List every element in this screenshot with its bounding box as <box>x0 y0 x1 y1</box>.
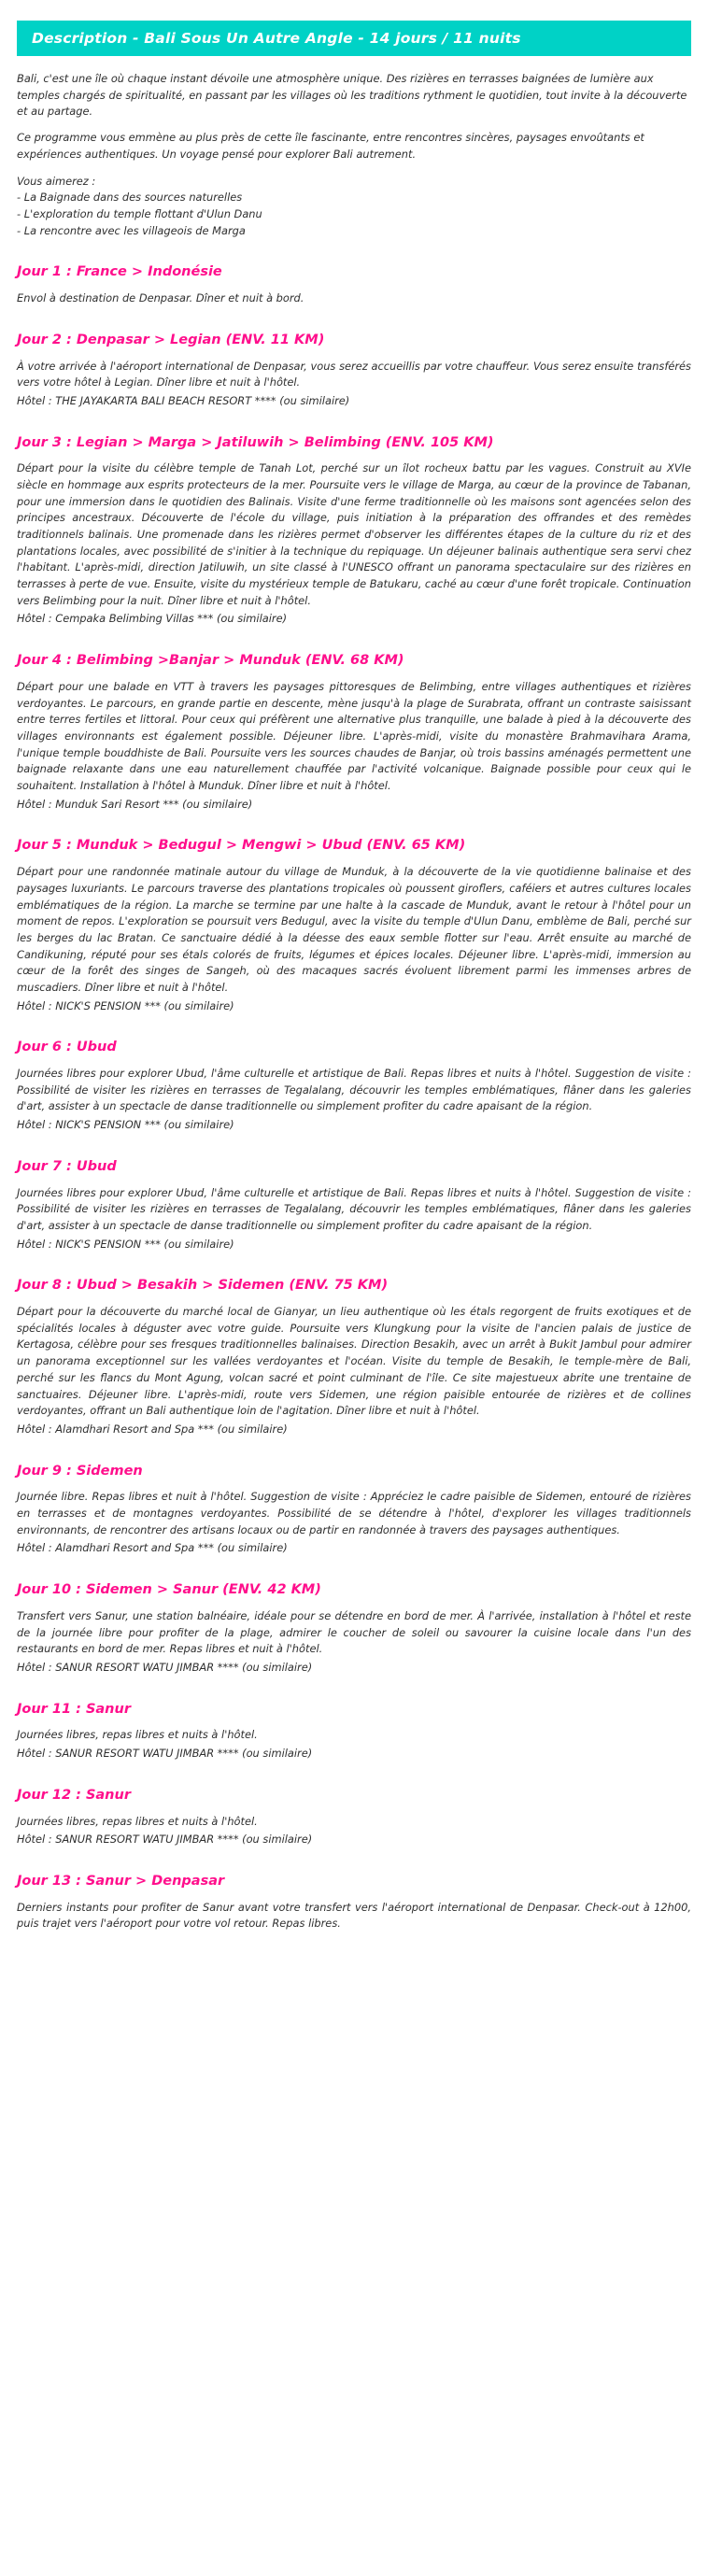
day-hotel: Hôtel : THE JAYAKARTA BALI BEACH RESORT **** (ou similaire) <box>17 393 350 407</box>
day-title: Jour 1 : France > Indonésie <box>17 264 222 280</box>
day-title: Jour 8 : Ubud > Besakih > Sidemen (ENV. 75 KM) <box>17 1278 389 1294</box>
day-title: Jour 6 : Ubud <box>17 1040 117 1055</box>
highlights-intro: Vous aimerez : <box>17 174 96 188</box>
day-title: Jour 9 : Sidemen <box>17 1463 143 1479</box>
day-paragraph: Départ pour une randonnée matinale autour du village de Munduk, à la découverte de la vie quotidienne balinaise et des paysages luxuriants. Le parcours traverse des plantations tropicales où poussent giroflers, caféiers et autres cultures locales emblématiques de la région. La marche se termine par une halte à la cascade de Munduk, avant le retour à l'hôtel pour un moment de repos. L'exploration se poursuit vers Bedugul, avec la visite du temple d'Ulun Danu, emblème de Bali, perché sur les berges du lac Bratan. Ce sanctuaire dédié à la déesse des eaux semble flotter sur l'eau. Arrêt ensuite au marché de Candikuning, réputé pour ses étals colorés de fruits, légumes et épices locales. Déjeuner libre. L'après-midi, immersion au cœur de la forêt des singes de Sangeh, où des macaques sacrés évoluent librement parmi les immenses arbres de muscadiers. Dîner libre et nuit à l'hôtel. <box>17 865 691 994</box>
highlight-item: - L'exploration du temple flottant d'Ulun Danu <box>17 206 262 220</box>
intro-section <box>17 71 691 163</box>
itinerary-day <box>17 837 691 1014</box>
day-body <box>17 1608 691 1658</box>
day-title: Jour 7 : Ubud <box>17 1158 117 1174</box>
itinerary-day <box>17 1039 691 1134</box>
day-body <box>17 1304 691 1420</box>
intro-paragraph-2: Ce programme vous emmène au plus près de cette île fascinante, entre rencontres sincères, paysages envoûtants et expériences authentiques. Un voyage pensé pour explorer Bali autrement. <box>17 131 644 161</box>
day-body <box>17 864 691 996</box>
day-paragraph: Départ pour la visite du célèbre temple de Tanah Lot, perché sur un îlot rocheux battu par les vagues. Construit au XVIe siècle en hommage aux esprits protecteurs de la mer. Poursuite vers le village de Marga, au cœur de la province de Tabanan, pour une immersion dans le quotidien des Balinais. Visite d'une ferme traditionnelle où les maisons sont agencées selon des principes ancestraux. Découverte de l'école du village, puis initiation à la préparation des offrandes et des remèdes traditionnels balinais. Une promenade dans les rizières permet d'observer les différentes étapes de la culture du riz et des plantations locales, avec possibilité de s'initier à la technique du repiquage. Un déjeuner balinais authentique sera servi chez l'habitant. L'après-midi, direction Jatiluwih, un site classé à l'UNESCO offrant un panorama spectaculaire sur des rizières en terrasses à perte de vue. Ensuite, visite du mystérieux temple de Batukaru, caché au cœur d'une forêt tropicale. Continuation vers Belimbing pour la nuit. Dîner libre et nuit à l'hôtel. <box>17 461 691 607</box>
highlight-item: - La rencontre avec les villageois de Marga <box>17 223 246 237</box>
day-body <box>17 1727 691 1744</box>
day-paragraph: Transfert vers Sanur, une station balnéaire, idéale pour se détendre en bord de mer. À l'arrivée, installation à l'hôtel et reste de la journée libre pour profiter de la plage, admirer le coucher de soleil ou savourer la cuisine locale dans l'un des restaurants en bord de mer. Repas libres et nuit à l'hôtel. <box>17 1608 691 1656</box>
day-title: Jour 13 : Sanur > Denpasar <box>17 1873 225 1889</box>
itinerary-day <box>17 1873 691 1932</box>
day-paragraph: Départ pour une balade en VTT à travers les paysages pittoresques de Belimbing, entre villages authentiques et rizières verdoyantes. Le parcours, en grande partie en descente, mène jusqu'à la plage de Surabrata, offrant un contraste saisissant entre terres fertiles et littoral. Pour ceux qui préfèrent une alternative plus tranquille, une balade à pied à la découverte des villages environnants est également possible. Déjeuner libre. L'après-midi, visite du monastère Brahmavihara Arama, l'unique temple bouddhiste de Bali. Poursuite vers les sources chaudes de Banjar, où trois bassins aménagés permettent une baignade relaxante dans une eau naturellement chauffée par l'activité volcanique. Baignade possible pour ceux qui le souhaitent. Installation à l'hôtel à Munduk. Dîner libre et nuit à l'hôtel. <box>17 679 691 792</box>
day-hotel: Hôtel : Alamdhari Resort and Spa *** (ou similaire) <box>17 1541 288 1555</box>
day-hotel: Hôtel : NICK'S PENSION *** (ou similaire) <box>17 1118 234 1132</box>
day-body <box>17 1900 691 1932</box>
day-paragraph: Départ pour la découverte du marché local de Gianyar, un lieu authentique où les étals regorgent de fruits exotiques et de spécialités locales à déguster avec votre guide. Poursuite vers Klungkung pour la visite de l'ancien palais de justice de Kertagosa, célèbre pour ses fresques traditionnelles balinaises. Direction Besakih, avec un arrêt à Bukit Jambul pour admirer un panorama exceptionnel sur les vallées verdoyantes et l'océan. Visite du temple de Besakih, le temple-mère de Bali, perché sur les flancs du Mont Agung, volcan sacré et point culminant de l'île. Ce site majestueux abrite une trentaine de sanctuaires. Déjeuner libre. L'après-midi, route vers Sidemen, une région paisible entourée de rizières et de collines verdoyantes, offrant un Bali authentique loin de l'agitation. Dîner libre et nuit à l'hôtel. <box>17 1305 691 1418</box>
day-hotel: Hôtel : NICK'S PENSION *** (ou similaire) <box>17 998 234 1012</box>
day-body <box>17 679 691 795</box>
day-hotel: Hôtel : SANUR RESORT WATU JIMBAR **** (ou similaire) <box>17 1833 313 1847</box>
highlight-item: - La Baignade dans des sources naturelles <box>17 191 243 205</box>
day-body <box>17 1185 691 1235</box>
document-header <box>17 21 691 56</box>
intro-paragraph-1: Bali, c'est une île où chaque instant dévoile une atmosphère unique. Des rizières en terrasses baignées de lumière aux temples chargés de spiritualité, en passant par les villages où les traditions rythment le quotidien, tout invite à la découverte et au partage. <box>17 72 687 119</box>
itinerary-day <box>17 263 691 307</box>
day-title: Jour 2 : Denpasar > Legian (ENV. 11 KM) <box>17 332 325 347</box>
day-hotel: Hôtel : Alamdhari Resort and Spa *** (ou similaire) <box>17 1422 288 1436</box>
itinerary-day <box>17 652 691 813</box>
page-title: Description - Bali Sous Un Autre Angle - 14 jours / 11 nuits <box>32 30 521 47</box>
day-paragraph: Journées libres pour explorer Ubud, l'âme culturelle et artistique de Bali. Repas libres et nuits à l'hôtel. Suggestion de visite : Possibilité de visiter les rizières en terrasses de Tegalalang, découvrir les temples emblématiques, flâner dans les galeries d'art, assister à un spectacle de danse traditionnelle ou simplement profiter du cadre apaisant de la région. <box>17 1185 691 1232</box>
day-title: Jour 12 : Sanur <box>17 1787 131 1803</box>
day-body <box>17 290 691 307</box>
day-paragraph: Journées libres, repas libres et nuits à l'hôtel. <box>17 1814 258 1828</box>
day-title: Jour 11 : Sanur <box>17 1701 131 1717</box>
day-body <box>17 1814 691 1831</box>
day-paragraph: À votre arrivée à l'aéroport international de Denpasar, vous serez accueillis par votre chauffeur. Vous serez ensuite transférés vers votre hôtel à Legian. Dîner libre et nuit à l'hôtel. <box>17 359 691 389</box>
highlights-section <box>17 174 691 240</box>
day-body <box>17 359 691 391</box>
day-title: Jour 5 : Munduk > Bedugul > Mengwi > Ubud (ENV. 65 KM) <box>17 838 466 854</box>
day-title: Jour 10 : Sidemen > Sanur (ENV. 42 KM) <box>17 1582 321 1598</box>
itinerary-day <box>17 332 691 410</box>
itinerary-day <box>17 434 691 629</box>
day-hotel: Hôtel : SANUR RESORT WATU JIMBAR **** (ou similaire) <box>17 1747 313 1761</box>
day-paragraph: Journées libres, repas libres et nuits à l'hôtel. <box>17 1728 258 1742</box>
day-paragraph: Journée libre. Repas libres et nuit à l'hôtel. Suggestion de visite : Appréciez le cadre paisible de Sidemen, entouré de rizières en terrasses et de montagnes verdoyantes. Possibilité de se détendre à l'hôtel, d'explorer les villages traditionnels environnants, de rencontrer des artisans locaux ou de partir en randonnée à travers des paysages authentiques. <box>17 1490 691 1536</box>
day-hotel: Hôtel : Munduk Sari Resort *** (ou similaire) <box>17 797 253 811</box>
day-title: Jour 4 : Belimbing >Banjar > Munduk (ENV. 68 KM) <box>17 653 404 669</box>
day-paragraph: Envol à destination de Denpasar. Dîner et nuit à bord. <box>17 291 304 305</box>
day-hotel: Hôtel : Cempaka Belimbing Villas *** (ou similaire) <box>17 612 288 626</box>
day-title: Jour 3 : Legian > Marga > Jatiluwih > Belimbing (ENV. 105 KM) <box>17 434 494 450</box>
day-body <box>17 460 691 609</box>
day-body <box>17 1066 691 1115</box>
day-paragraph: Journées libres pour explorer Ubud, l'âme culturelle et artistique de Bali. Repas libres et nuits à l'hôtel. Suggestion de visite : Possibilité de visiter les rizières en terrasses de Tegalalang, découvrir les temples emblématiques, flâner dans les galeries d'art, assister à un spectacle de danse traditionnelle ou simplement profiter du cadre apaisant de la région. <box>17 1067 691 1113</box>
itinerary-day <box>17 1581 691 1677</box>
day-paragraph: Derniers instants pour profiter de Sanur avant votre transfert vers l'aéroport international de Denpasar. Check-out à 12h00, puis trajet vers l'aéroport pour votre vol retour. Repas libres. <box>17 1900 691 1931</box>
day-body <box>17 1489 691 1538</box>
itinerary-day <box>17 1701 691 1762</box>
itinerary-day <box>17 1463 691 1558</box>
day-hotel: Hôtel : SANUR RESORT WATU JIMBAR **** (ou similaire) <box>17 1660 313 1674</box>
itinerary-day <box>17 1158 691 1253</box>
itinerary-day <box>17 1787 691 1848</box>
day-hotel: Hôtel : NICK'S PENSION *** (ou similaire) <box>17 1237 234 1251</box>
itinerary-day <box>17 1277 691 1437</box>
